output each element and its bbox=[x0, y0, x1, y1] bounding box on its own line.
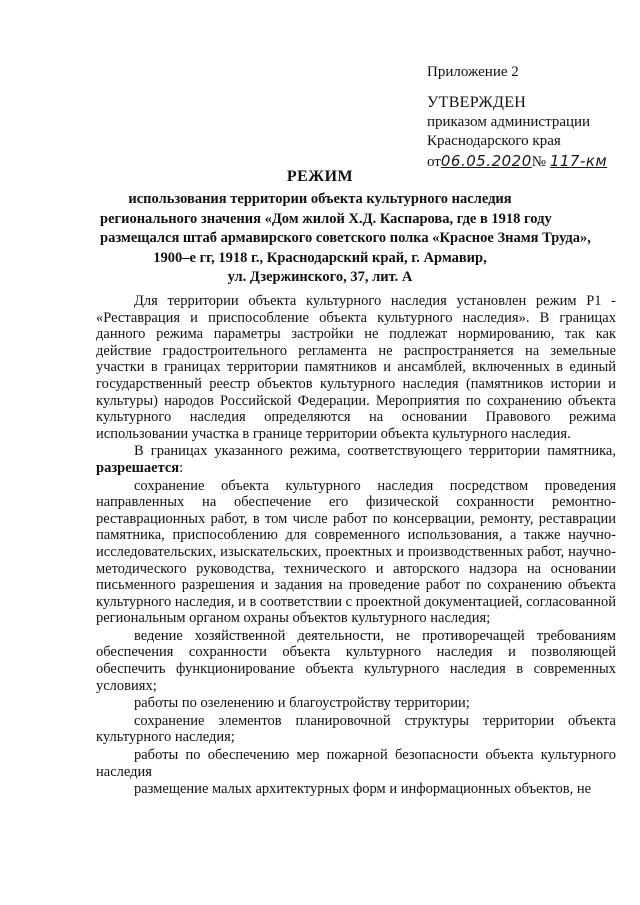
order-no-label: № bbox=[531, 154, 547, 170]
permitted-keyword: разрешается bbox=[96, 459, 180, 476]
document-body bbox=[96, 293, 616, 798]
subtitle-line: использования территории объекта культурного наследия bbox=[128, 191, 512, 207]
approved-line-1: приказом администрации bbox=[427, 114, 591, 130]
subtitle-line: размещался штаб армавирского советского полка «Красное Знамя Труда», bbox=[100, 230, 591, 246]
order-prefix: от bbox=[427, 154, 441, 170]
subtitle-line: регионального значения «Дом жилой Х.Д. Каспарова, где в 1918 году bbox=[100, 210, 552, 227]
list-item-landscaping: работы по озеленению и благоустройству территории; bbox=[134, 695, 470, 712]
document-subtitle bbox=[100, 190, 591, 288]
paragraph-regime: Для территории объекта культурного наследия установлен режим Р1 - «Реставрация и приспособление объекта культурного наследия». В границах данного режима параметры застройки не подлежат нормированию, так как действие градостроительного регламента не распространяется на земельные участки в границах территории памятников и ансамблей, включенных в единый государственный реестр объектов культурного наследия (памятников истории и культуры) народов Российской Федерации. Мероприятия по сохранению объекта культурного наследия определяются на основании Правового режима использовании участка в границе территории объекта культурного наследия. bbox=[96, 293, 616, 442]
subtitle-line: 1900–е гг, 1918 г., Краснодарский край, г. Армавир, bbox=[153, 249, 487, 266]
order-number: 117-км bbox=[549, 152, 608, 170]
list-item-fire-safety: работы по обеспечению мер пожарной безопасности объекта культурного наследия bbox=[96, 747, 616, 780]
document-title: РЕЖИМ bbox=[286, 168, 354, 185]
approved-line-2: Краснодарского края bbox=[427, 133, 561, 149]
list-item-planning-structure: сохранение элементов планировочной структуры территории объекта культурного наследия; bbox=[96, 712, 616, 746]
order-date: 06.05.2020 bbox=[440, 152, 532, 170]
permitted-intro-text: В границах указанного режима, соответствующего территории памятника, bbox=[134, 443, 616, 460]
list-item-economic-activity: ведение хозяйственной деятельности, не противоречащей требованиям обеспечения сохранности объекта культурного наследия и позволяющей обеспечить функционирование объекта культурного наследия в современных условиях; bbox=[96, 627, 616, 694]
permitted-intro-colon: : bbox=[179, 459, 184, 476]
list-item-preservation: сохранение объекта культурного наследия посредством проведения направленных на обеспечение его физической сохранности ремонтно-реставрационных работ, в том числе работ по консервации, ремонту, реставрации памятника, приспособлению для современного использования, а также научно-исследовательских, изыскательских, проектных и производственных работ, научно-методического руководства, технического и авторского надзора на основании письменного разрешения и задания на проведение работ по сохранению объекта культурного наследия, и в соответствии с проектной документацией, согласованной региональным органом охраны объектов культурного наследия; bbox=[96, 477, 616, 627]
approval-block bbox=[427, 92, 607, 172]
approved-caption: УТВЕРЖДЕН bbox=[427, 94, 527, 111]
appendix-label: Приложение 2 bbox=[427, 64, 519, 80]
paragraph-permitted-intro bbox=[96, 443, 616, 476]
list-item-small-forms: размещение малых архитектурных форм и информационных объектов, не bbox=[134, 781, 592, 798]
subtitle-line: ул. Дзержинского, 37, лит. А bbox=[227, 269, 413, 285]
